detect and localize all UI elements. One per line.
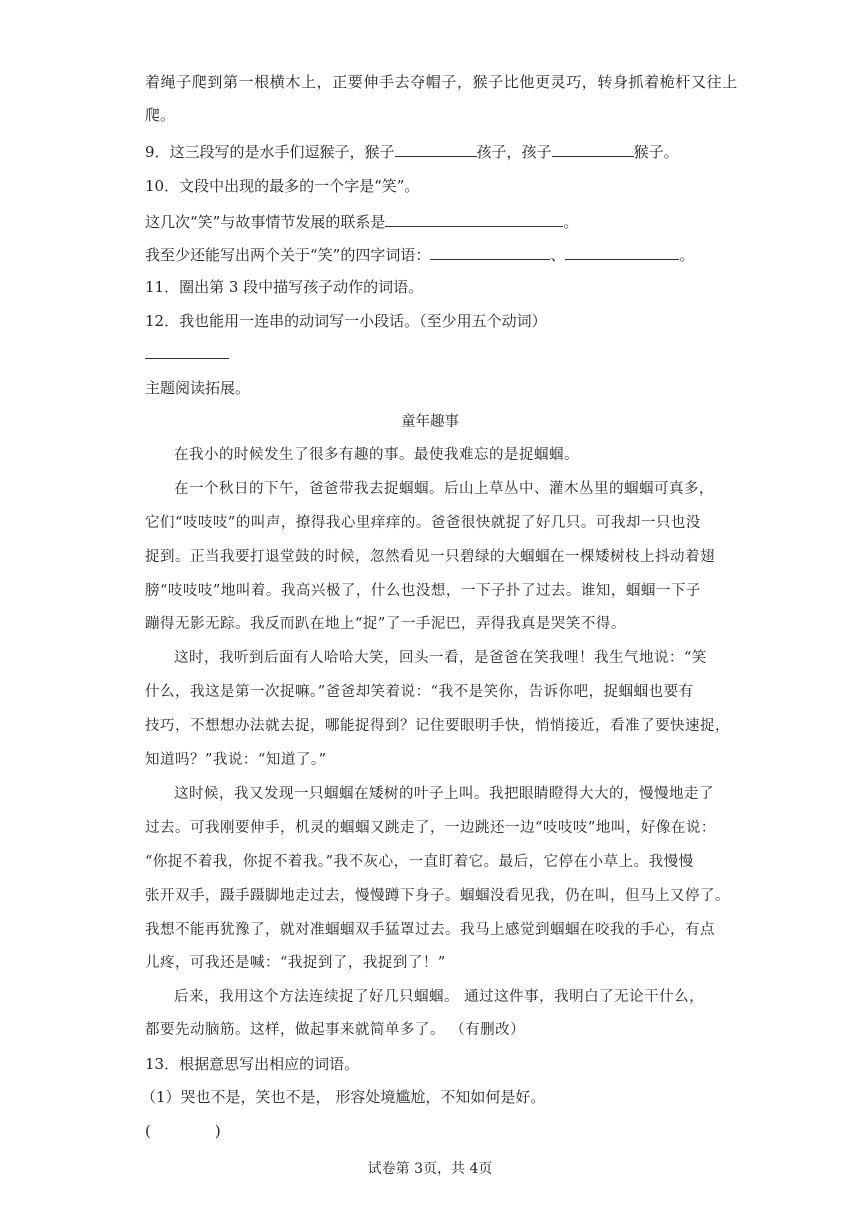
passage-line: 后来，我用这个方法连续捉了好几只蝈蝈。 通过这件事，我明白了无论干什么， <box>174 989 705 1005</box>
answer-blank[interactable] <box>395 140 477 157</box>
answer-blank[interactable] <box>430 243 550 260</box>
answer-paren-open: ( <box>145 1122 151 1140</box>
answer-line[interactable] <box>145 358 229 359</box>
answer-blank[interactable] <box>385 210 563 227</box>
page-footer: 试卷第 3页，共 4页 <box>367 1161 493 1177</box>
question-9-text: 孩子，孩子 <box>476 143 552 161</box>
passage-title: 童年趣事 <box>401 414 459 430</box>
passage-line: 在我小的时候发生了很多有趣的事。最使我难忘的是捉蝈蝈。 <box>174 447 579 463</box>
question-10-text: 。 <box>679 246 695 264</box>
question-10-text: 、 <box>550 246 566 264</box>
passage-line: 都要先动脑筋。这样，做起事来就简单多了。 （有删改） <box>145 1022 526 1038</box>
passage-line: 这时，我听到后面有人哈哈大笑，回头一看，是爸爸在笑我哩！我生气地说：“笑 <box>174 650 707 666</box>
passage-line: 张开双手，蹑手蹑脚地走过去，慢慢蹲下身子。蝈蝈没看见我，仍在叫，但马上又停了。 <box>145 888 730 904</box>
passage-line: 知道吗？”我说：“知道了。” <box>145 752 327 768</box>
passage-line: 儿疼，可我还是喊：“我捉到了，我捉到了！” <box>145 955 446 971</box>
passage-line: 技巧，不想想办法就去捉，哪能捉得到？记住要眼明手快，悄悄接近，看准了要快速捉， <box>145 718 730 734</box>
passage-line: 我想不能再犹豫了，就对准蝈蝈双手猛罩过去。我马上感觉到蝈蝈在咬我的手心，有点 <box>145 922 715 938</box>
question-10-text: 这几次“笑”与故事情节发展的联系是 <box>145 213 386 231</box>
question-10-part1 <box>145 210 578 232</box>
passage-line: “你捉不着我，你捉不着我。”我不灰心，一直盯着它。最后，它停在小草上。我慢慢 <box>145 854 694 870</box>
passage-line: 在一个秋日的下午，爸爸带我去捉蝈蝈。后山上草丛中、灌木丛里的蝈蝈可真多， <box>174 481 714 497</box>
passage-line: 这时候，我又发现一只蝈蝈在矮树的叶子上叫。我把眼睛瞪得大大的，慢慢地走了 <box>174 786 714 802</box>
passage-line: 过去。可我刚要伸手，机灵的蝈蝈又跳走了，一边跳还一边“吱吱吱”地叫，好像在说： <box>145 820 716 836</box>
answer-paren-close: ) <box>214 1122 221 1140</box>
answer-blank[interactable] <box>565 243 679 260</box>
question-13-answer[interactable] <box>145 1121 221 1141</box>
question-11: 11．圈出第 3 段中描写孩子动作的词语。 <box>145 278 424 296</box>
passage-line: 蹦得无影无踪。我反而趴在地上“捉”了一手泥巴，弄得我真是哭笑不得。 <box>145 616 626 632</box>
question-9-text: 9．这三段写的是水手们逗猴子，猴子 <box>145 143 395 161</box>
question-13-item-1: （1）哭也不是，笑也不是， 形容处境尴尬，不知如何是好。 <box>141 1088 546 1106</box>
question-10-part2 <box>145 243 694 265</box>
question-10-text: 我至少还能写出两个关于“笑”的四字词语： <box>145 246 431 264</box>
passage-line: 它们“吱吱吱”的叫声，撩得我心里痒痒的。爸爸很快就捉了好几只。可我却一只也没 <box>145 515 701 531</box>
question-10-stem: 10．文段中出现的最多的一个字是“笑”。 <box>145 177 420 195</box>
question-13-stem: 13．根据意思写出相应的词语。 <box>145 1055 360 1073</box>
section-heading: 主题阅读拓展。 <box>145 379 251 397</box>
passage-line: 捉到。正当我要打退堂鼓的时候，忽然看见一只碧绿的大蝈蝈在一棵矮树枝上抖动着翅 <box>145 549 715 565</box>
passage-line: 膀“吱吱吱”地叫着。我高兴极了，什么也没想，一下子扑了过去。谁知，蝈蝈一下子 <box>145 583 701 599</box>
question-10-text: 。 <box>563 213 579 231</box>
passage-line: 什么，我这是第一次捉嘛。”爸爸却笑着说：“我不是笑你，告诉你吧，捉蝈蝈也要有 <box>145 684 694 700</box>
passage-continuation-line: 着绳子爬到第一根横木上，正要伸手去夺帽子，猴子比他更灵巧，转身抓着桅杆又往上 <box>145 73 738 91</box>
question-9-text: 猴子。 <box>633 143 679 161</box>
question-12: 12．我也能用一连串的动词写一小段话。（至少用五个动词） <box>145 312 547 330</box>
answer-blank[interactable] <box>552 140 634 157</box>
question-9 <box>145 140 679 162</box>
passage-continuation-line: 爬。 <box>145 106 176 124</box>
